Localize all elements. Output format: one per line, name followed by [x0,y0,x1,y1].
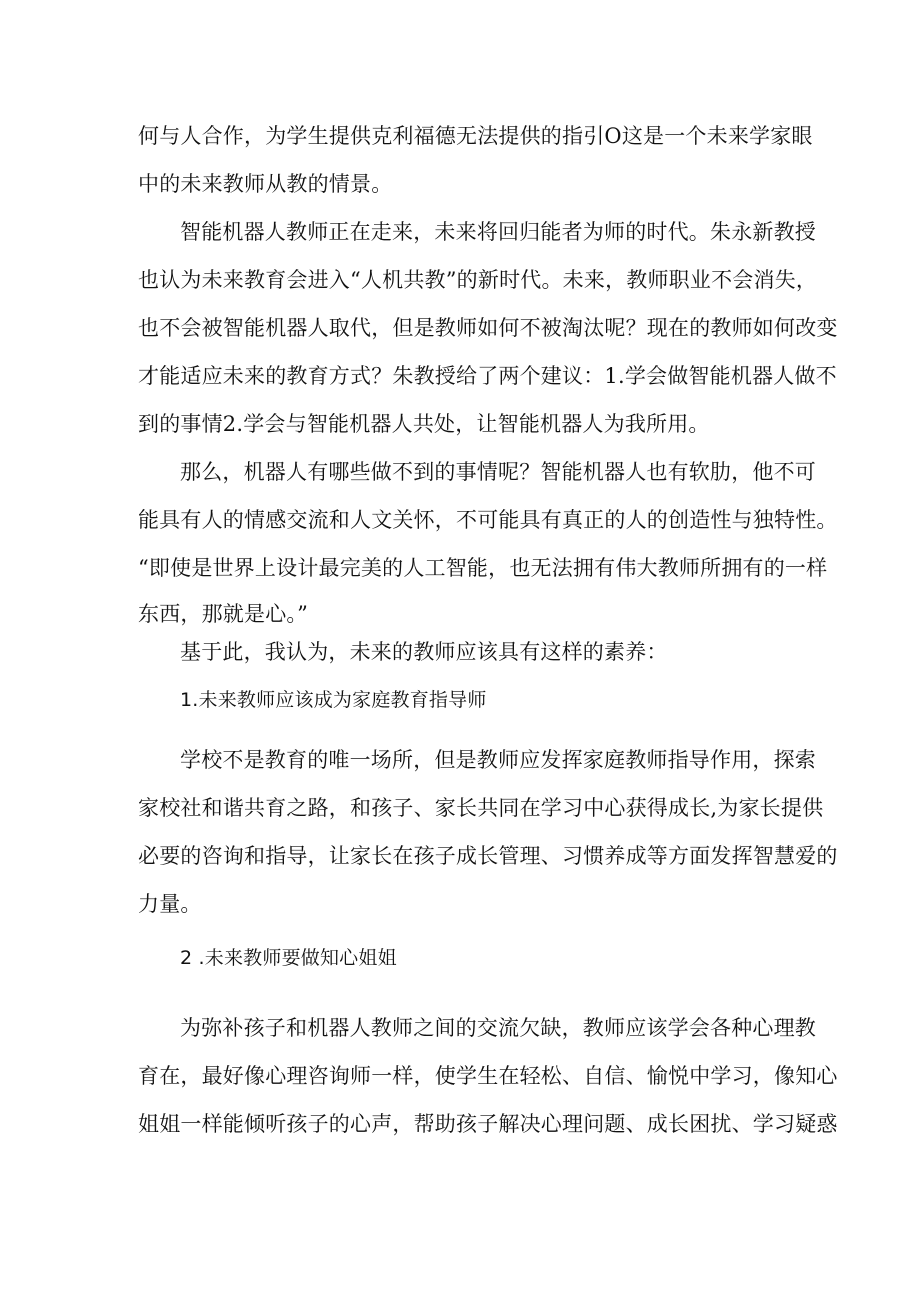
quote-line: “即使是世界上设计最完美的人工智能，也无法拥有伟大教师所拥有的一样 [138,556,828,580]
paragraph-first-line: 基于此，我认为，未来的教师应该具有这样的素养： [180,640,668,664]
text-line: 到的事情2.学会与智能机器人共处，让智能机器人为我所用。 [138,412,710,436]
text-line: 才能适应未来的教育方式？朱教授给了两个建议：1.学会做智能机器人做不 [138,364,837,388]
quote-line: 东西，那就是心。” [138,602,309,626]
text-line: 育在，最好像心理咨询师一样，使学生在轻松、自信、愉悦中学习，像知心 [138,1064,838,1088]
text-line: 姐姐一样能倾听孩子的心声，帮助孩子解决心理问题、成长困扰、学习疑惑 [138,1112,838,1136]
text-line: 也不会被智能机器人取代，但是教师如何不被淘汰呢？现在的教师如何改变 [138,316,838,340]
paragraph-first-line: 学校不是教育的唯一场所，但是教师应发挥家庭教师指导作用，探索 [180,748,816,772]
section-heading-2: 2 .未来教师要做知心姐姐 [180,947,397,969]
text-line: 家校社和谐共育之路，和孩子、家长共同在学习中心获得成长,为家长提供 [138,796,824,820]
text-line: 也认为未来教育会进入“人机共教”的新时代。未来，教师职业不会消失， [138,268,818,292]
text-line: 力量。 [138,892,202,916]
paragraph-first-line: 那么，机器人有哪些做不到的事情呢？智能机器人也有软肋，他不可 [180,460,816,484]
paragraph-first-line: 智能机器人教师正在走来，未来将回归能者为师的时代。朱永新教授 [180,220,816,244]
text-line: 能具有人的情感交流和人文关怀，不可能具有真正的人的创造性与独特性。 [138,508,838,532]
section-heading-1: 1.未来教师应该成为家庭教育指导师 [180,689,487,711]
text-line: 中的未来教师从教的情景。 [138,172,393,196]
text-line: 何与人合作，为学生提供克利福德无法提供的指引O这是一个未来学家眼 [138,124,813,148]
paragraph-first-line: 为弥补孩子和机器人教师之间的交流欠缺，教师应该学会各种心理教 [180,1016,816,1040]
text-line: 必要的咨询和指导，让家长在孩子成长管理、习惯养成等方面发挥智慧爱的 [138,844,838,868]
